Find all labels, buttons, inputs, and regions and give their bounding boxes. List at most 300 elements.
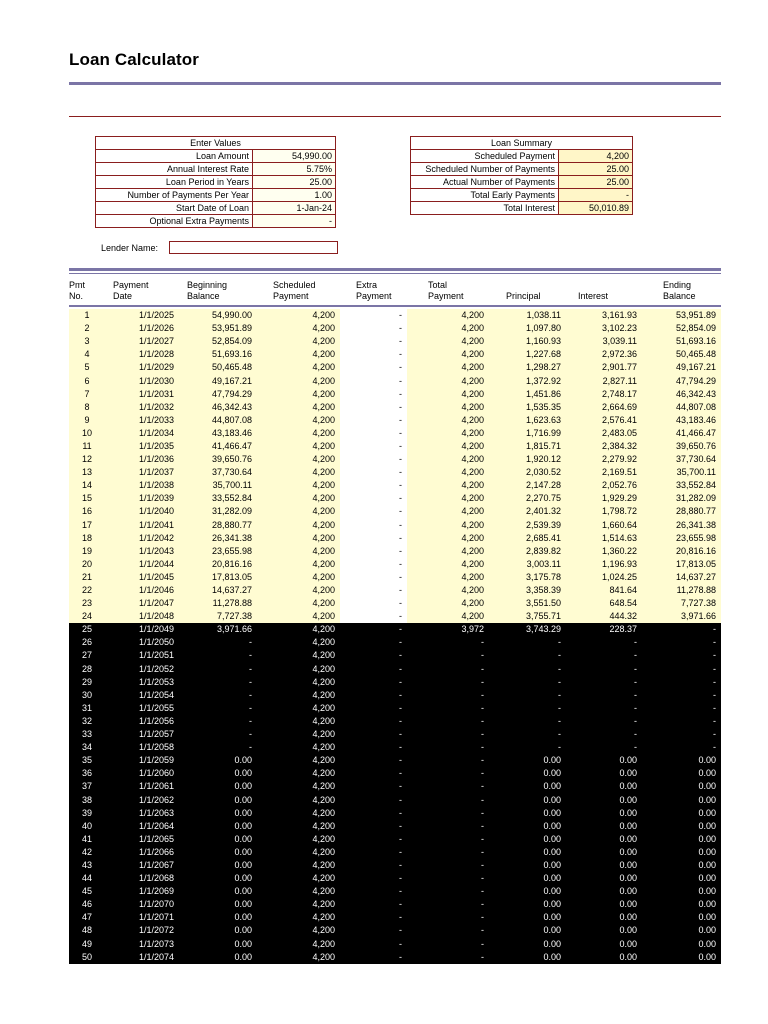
cell-payment-date: 1/1/2047 xyxy=(105,597,179,610)
cell-total-payment: - xyxy=(407,885,489,898)
cell-extra-payment: - xyxy=(340,479,407,492)
cell-payment-date: 1/1/2071 xyxy=(105,911,179,924)
cell-beginning-balance: - xyxy=(179,741,257,754)
payments-per-year-input[interactable]: 1.00 xyxy=(253,189,336,202)
cell-payment-date: 1/1/2048 xyxy=(105,610,179,623)
cell-extra-payment: - xyxy=(340,676,407,689)
cell-scheduled-payment: 4,200 xyxy=(257,649,340,662)
cell-beginning-balance: 0.00 xyxy=(179,885,257,898)
cell-scheduled-payment: 4,200 xyxy=(257,911,340,924)
cell-interest: 0.00 xyxy=(566,859,642,872)
cell-beginning-balance: 28,880.77 xyxy=(179,519,257,532)
cell-principal: 0.00 xyxy=(489,859,566,872)
cell-beginning-balance: 50,465.48 xyxy=(179,361,257,374)
cell-payment-date: 1/1/2067 xyxy=(105,859,179,872)
cell-scheduled-payment: 4,200 xyxy=(257,780,340,793)
cell-principal: 0.00 xyxy=(489,767,566,780)
cell-pmt-no: 3 xyxy=(69,335,105,348)
cell-payment-date: 1/1/2027 xyxy=(105,335,179,348)
cell-total-payment: 4,200 xyxy=(407,505,489,518)
cell-extra-payment: - xyxy=(340,623,407,636)
cell-ending-balance: - xyxy=(642,663,721,676)
scheduled-number-value: 25.00 xyxy=(559,163,633,176)
table-row xyxy=(69,492,721,505)
cell-payment-date: 1/1/2041 xyxy=(105,519,179,532)
cell-payment-date: 1/1/2068 xyxy=(105,872,179,885)
table-row xyxy=(69,793,721,806)
cell-principal: 2,147.28 xyxy=(489,479,566,492)
cell-payment-date: 1/1/2025 xyxy=(105,309,179,322)
cell-principal: 1,160.93 xyxy=(489,335,566,348)
cell-interest: 0.00 xyxy=(566,924,642,937)
table-row xyxy=(69,479,721,492)
cell-extra-payment: - xyxy=(340,466,407,479)
cell-scheduled-payment: 4,200 xyxy=(257,427,340,440)
cell-extra-payment: - xyxy=(340,663,407,676)
cell-ending-balance: - xyxy=(642,715,721,728)
scheduled-payment-value: 4,200 xyxy=(559,150,633,163)
cell-extra-payment: - xyxy=(340,924,407,937)
cell-extra-payment: - xyxy=(340,754,407,767)
cell-beginning-balance: - xyxy=(179,636,257,649)
cell-payment-date: 1/1/2072 xyxy=(105,924,179,937)
cell-pmt-no: 44 xyxy=(69,872,105,885)
cell-beginning-balance: 0.00 xyxy=(179,872,257,885)
scheduled-number-label: Scheduled Number of Payments xyxy=(411,163,559,176)
cell-pmt-no: 21 xyxy=(69,571,105,584)
cell-beginning-balance: 54,990.00 xyxy=(179,309,257,322)
cell-ending-balance: 0.00 xyxy=(642,951,721,964)
cell-total-payment: 4,200 xyxy=(407,584,489,597)
cell-scheduled-payment: 4,200 xyxy=(257,807,340,820)
cell-pmt-no: 33 xyxy=(69,728,105,741)
cell-beginning-balance: 0.00 xyxy=(179,859,257,872)
table-row xyxy=(69,558,721,571)
cell-extra-payment: - xyxy=(340,807,407,820)
cell-total-payment: 4,200 xyxy=(407,374,489,387)
cell-payment-date: 1/1/2044 xyxy=(105,558,179,571)
cell-scheduled-payment: 4,200 xyxy=(257,846,340,859)
schedule-top-divider xyxy=(69,268,721,271)
table-row xyxy=(69,453,721,466)
table-row xyxy=(69,440,721,453)
cell-principal: 0.00 xyxy=(489,807,566,820)
cell-extra-payment: - xyxy=(340,702,407,715)
cell-pmt-no: 6 xyxy=(69,374,105,387)
cell-total-payment: 4,200 xyxy=(407,322,489,335)
col-pmt-no: Pmt No. xyxy=(69,280,86,301)
cell-ending-balance: 20,816.16 xyxy=(642,545,721,558)
cell-payment-date: 1/1/2033 xyxy=(105,414,179,427)
cell-payment-date: 1/1/2031 xyxy=(105,388,179,401)
cell-interest: 0.00 xyxy=(566,780,642,793)
cell-principal: 0.00 xyxy=(489,898,566,911)
cell-ending-balance: 0.00 xyxy=(642,938,721,951)
cell-payment-date: 1/1/2062 xyxy=(105,793,179,806)
table-row xyxy=(69,898,721,911)
cell-beginning-balance: 46,342.43 xyxy=(179,401,257,414)
cell-ending-balance: 46,342.43 xyxy=(642,388,721,401)
cell-scheduled-payment: 4,200 xyxy=(257,793,340,806)
loan-period-input[interactable]: 25.00 xyxy=(253,176,336,189)
cell-payment-date: 1/1/2036 xyxy=(105,453,179,466)
cell-payment-date: 1/1/2032 xyxy=(105,401,179,414)
cell-ending-balance: 0.00 xyxy=(642,885,721,898)
start-date-input[interactable]: 1-Jan-24 xyxy=(253,202,336,215)
extra-payments-input[interactable]: - xyxy=(253,215,336,228)
cell-beginning-balance: 49,167.21 xyxy=(179,374,257,387)
cell-beginning-balance: - xyxy=(179,702,257,715)
cell-beginning-balance: 31,282.09 xyxy=(179,505,257,518)
cell-extra-payment: - xyxy=(340,414,407,427)
cell-pmt-no: 9 xyxy=(69,414,105,427)
lender-name-input[interactable] xyxy=(169,241,338,254)
cell-payment-date: 1/1/2051 xyxy=(105,649,179,662)
cell-pmt-no: 18 xyxy=(69,532,105,545)
cell-extra-payment: - xyxy=(340,793,407,806)
cell-payment-date: 1/1/2037 xyxy=(105,466,179,479)
cell-interest: 1,360.22 xyxy=(566,545,642,558)
cell-scheduled-payment: 4,200 xyxy=(257,584,340,597)
cell-ending-balance: 50,465.48 xyxy=(642,348,721,361)
cell-scheduled-payment: 4,200 xyxy=(257,951,340,964)
cell-interest: 648.54 xyxy=(566,597,642,610)
cell-principal: 0.00 xyxy=(489,885,566,898)
cell-total-payment: - xyxy=(407,833,489,846)
cell-ending-balance: 0.00 xyxy=(642,872,721,885)
cell-principal: 1,920.12 xyxy=(489,453,566,466)
cell-extra-payment: - xyxy=(340,322,407,335)
cell-total-payment: 4,200 xyxy=(407,388,489,401)
table-row xyxy=(69,676,721,689)
table-row xyxy=(69,846,721,859)
cell-ending-balance: 49,167.21 xyxy=(642,361,721,374)
cell-scheduled-payment: 4,200 xyxy=(257,676,340,689)
cell-payment-date: 1/1/2049 xyxy=(105,623,179,636)
cell-total-payment: - xyxy=(407,872,489,885)
cell-ending-balance: 47,794.29 xyxy=(642,374,721,387)
cell-extra-payment: - xyxy=(340,335,407,348)
cell-interest: 0.00 xyxy=(566,951,642,964)
col-beginning-balance: Beginning Balance xyxy=(187,280,228,301)
cell-beginning-balance: 44,807.08 xyxy=(179,414,257,427)
cell-principal: 0.00 xyxy=(489,938,566,951)
cell-ending-balance: 28,880.77 xyxy=(642,505,721,518)
cell-payment-date: 1/1/2029 xyxy=(105,361,179,374)
cell-principal: 0.00 xyxy=(489,820,566,833)
cell-interest: 0.00 xyxy=(566,754,642,767)
cell-beginning-balance: 53,951.89 xyxy=(179,322,257,335)
cell-ending-balance: 0.00 xyxy=(642,911,721,924)
cell-pmt-no: 36 xyxy=(69,767,105,780)
payments-per-year-label: Number of Payments Per Year xyxy=(96,189,253,202)
cell-pmt-no: 49 xyxy=(69,938,105,951)
table-row xyxy=(69,348,721,361)
cell-beginning-balance: 7,727.38 xyxy=(179,610,257,623)
cell-ending-balance: - xyxy=(642,728,721,741)
actual-number-label: Actual Number of Payments xyxy=(411,176,559,189)
cell-total-payment: 4,200 xyxy=(407,361,489,374)
cell-scheduled-payment: 4,200 xyxy=(257,388,340,401)
cell-pmt-no: 5 xyxy=(69,361,105,374)
table-row xyxy=(69,597,721,610)
cell-interest: 0.00 xyxy=(566,872,642,885)
cell-pmt-no: 48 xyxy=(69,924,105,937)
cell-extra-payment: - xyxy=(340,505,407,518)
cell-payment-date: 1/1/2039 xyxy=(105,492,179,505)
cell-beginning-balance: 0.00 xyxy=(179,846,257,859)
cell-scheduled-payment: 4,200 xyxy=(257,859,340,872)
cell-pmt-no: 23 xyxy=(69,597,105,610)
enter-values-header: Enter Values xyxy=(96,137,336,150)
cell-beginning-balance: 11,278.88 xyxy=(179,597,257,610)
col-total-payment: Total Payment xyxy=(428,280,464,301)
cell-principal: 1,298.27 xyxy=(489,361,566,374)
interest-rate-label: Annual Interest Rate xyxy=(96,163,253,176)
cell-total-payment: 4,200 xyxy=(407,571,489,584)
cell-scheduled-payment: 4,200 xyxy=(257,898,340,911)
cell-total-payment: 4,200 xyxy=(407,492,489,505)
cell-payment-date: 1/1/2069 xyxy=(105,885,179,898)
table-row xyxy=(69,545,721,558)
cell-total-payment: 4,200 xyxy=(407,453,489,466)
cell-total-payment: 4,200 xyxy=(407,558,489,571)
cell-principal: 2,839.82 xyxy=(489,545,566,558)
cell-interest: 1,660.64 xyxy=(566,519,642,532)
cell-interest: 1,196.93 xyxy=(566,558,642,571)
cell-beginning-balance: - xyxy=(179,689,257,702)
cell-beginning-balance: 0.00 xyxy=(179,780,257,793)
cell-interest: 1,929.29 xyxy=(566,492,642,505)
cell-interest: - xyxy=(566,676,642,689)
schedule-column-headers xyxy=(69,280,721,304)
cell-payment-date: 1/1/2056 xyxy=(105,715,179,728)
cell-principal: 0.00 xyxy=(489,846,566,859)
table-row xyxy=(69,938,721,951)
cell-interest: 2,827.11 xyxy=(566,374,642,387)
cell-principal: - xyxy=(489,715,566,728)
col-interest: Interest xyxy=(578,291,609,301)
cell-pmt-no: 19 xyxy=(69,545,105,558)
cell-interest: 0.00 xyxy=(566,911,642,924)
cell-scheduled-payment: 4,200 xyxy=(257,545,340,558)
cell-scheduled-payment: 4,200 xyxy=(257,492,340,505)
cell-beginning-balance: - xyxy=(179,676,257,689)
cell-pmt-no: 28 xyxy=(69,663,105,676)
cell-principal: 2,401.32 xyxy=(489,505,566,518)
cell-principal: - xyxy=(489,663,566,676)
cell-extra-payment: - xyxy=(340,898,407,911)
cell-extra-payment: - xyxy=(340,374,407,387)
section-divider xyxy=(69,116,721,117)
cell-scheduled-payment: 4,200 xyxy=(257,885,340,898)
cell-interest: 2,972.36 xyxy=(566,348,642,361)
cell-pmt-no: 29 xyxy=(69,676,105,689)
cell-payment-date: 1/1/2040 xyxy=(105,505,179,518)
loan-amount-label: Loan Amount xyxy=(96,150,253,163)
enter-values-table xyxy=(95,136,336,228)
cell-payment-date: 1/1/2061 xyxy=(105,780,179,793)
cell-payment-date: 1/1/2034 xyxy=(105,427,179,440)
cell-beginning-balance: 0.00 xyxy=(179,767,257,780)
cell-ending-balance: 43,183.46 xyxy=(642,414,721,427)
cell-ending-balance: 0.00 xyxy=(642,833,721,846)
cell-scheduled-payment: 4,200 xyxy=(257,767,340,780)
cell-ending-balance: 0.00 xyxy=(642,767,721,780)
cell-principal: 0.00 xyxy=(489,793,566,806)
cell-principal: - xyxy=(489,676,566,689)
cell-total-payment: - xyxy=(407,780,489,793)
cell-beginning-balance: 39,650.76 xyxy=(179,453,257,466)
cell-scheduled-payment: 4,200 xyxy=(257,610,340,623)
cell-ending-balance: 44,807.08 xyxy=(642,401,721,414)
cell-interest: 1,024.25 xyxy=(566,571,642,584)
cell-extra-payment: - xyxy=(340,401,407,414)
cell-total-payment: - xyxy=(407,793,489,806)
cell-pmt-no: 4 xyxy=(69,348,105,361)
cell-beginning-balance: 52,854.09 xyxy=(179,335,257,348)
cell-beginning-balance: 0.00 xyxy=(179,924,257,937)
cell-extra-payment: - xyxy=(340,780,407,793)
cell-payment-date: 1/1/2038 xyxy=(105,479,179,492)
cell-ending-balance: - xyxy=(642,623,721,636)
loan-summary-table xyxy=(410,136,633,215)
cell-total-payment: 4,200 xyxy=(407,335,489,348)
cell-beginning-balance: - xyxy=(179,728,257,741)
cell-interest: 0.00 xyxy=(566,820,642,833)
col-principal: Principal xyxy=(506,291,541,301)
title-divider xyxy=(69,82,721,85)
cell-total-payment: - xyxy=(407,820,489,833)
cell-total-payment: 4,200 xyxy=(407,479,489,492)
cell-extra-payment: - xyxy=(340,859,407,872)
cell-interest: 0.00 xyxy=(566,885,642,898)
cell-beginning-balance: 17,813.05 xyxy=(179,571,257,584)
total-interest-label: Total Interest xyxy=(411,202,559,215)
loan-amount-input[interactable]: 54,990.00 xyxy=(253,150,336,163)
cell-extra-payment: - xyxy=(340,440,407,453)
cell-total-payment: - xyxy=(407,911,489,924)
scheduled-payment-label: Scheduled Payment xyxy=(411,150,559,163)
cell-total-payment: 3,972 xyxy=(407,623,489,636)
page-title: Loan Calculator xyxy=(69,50,199,69)
cell-beginning-balance: 3,971.66 xyxy=(179,623,257,636)
cell-scheduled-payment: 4,200 xyxy=(257,571,340,584)
cell-principal: 0.00 xyxy=(489,754,566,767)
cell-pmt-no: 16 xyxy=(69,505,105,518)
cell-interest: 2,576.41 xyxy=(566,414,642,427)
cell-principal: 0.00 xyxy=(489,911,566,924)
interest-rate-input[interactable]: 5.75% xyxy=(253,163,336,176)
cell-extra-payment: - xyxy=(340,649,407,662)
actual-number-value: 25.00 xyxy=(559,176,633,189)
cell-payment-date: 1/1/2070 xyxy=(105,898,179,911)
cell-principal: - xyxy=(489,636,566,649)
cell-beginning-balance: 0.00 xyxy=(179,833,257,846)
cell-pmt-no: 20 xyxy=(69,558,105,571)
cell-interest: 2,901.77 xyxy=(566,361,642,374)
cell-pmt-no: 38 xyxy=(69,793,105,806)
cell-ending-balance: - xyxy=(642,689,721,702)
cell-total-payment: - xyxy=(407,846,489,859)
cell-extra-payment: - xyxy=(340,951,407,964)
cell-payment-date: 1/1/2057 xyxy=(105,728,179,741)
cell-beginning-balance: 26,341.38 xyxy=(179,532,257,545)
cell-principal: 1,623.63 xyxy=(489,414,566,427)
cell-principal: 1,097.80 xyxy=(489,322,566,335)
cell-interest: 2,052.76 xyxy=(566,479,642,492)
early-payments-value: - xyxy=(559,189,633,202)
cell-pmt-no: 37 xyxy=(69,780,105,793)
cell-interest: - xyxy=(566,663,642,676)
table-row xyxy=(69,388,721,401)
table-row xyxy=(69,322,721,335)
cell-scheduled-payment: 4,200 xyxy=(257,466,340,479)
cell-scheduled-payment: 4,200 xyxy=(257,322,340,335)
cell-ending-balance: 0.00 xyxy=(642,807,721,820)
table-row xyxy=(69,427,721,440)
cell-beginning-balance: 0.00 xyxy=(179,793,257,806)
cell-scheduled-payment: 4,200 xyxy=(257,623,340,636)
table-row xyxy=(69,767,721,780)
cell-ending-balance: 0.00 xyxy=(642,793,721,806)
cell-total-payment: - xyxy=(407,754,489,767)
cell-total-payment: - xyxy=(407,689,489,702)
table-row xyxy=(69,924,721,937)
table-row xyxy=(69,859,721,872)
cell-scheduled-payment: 4,200 xyxy=(257,309,340,322)
cell-extra-payment: - xyxy=(340,597,407,610)
cell-payment-date: 1/1/2042 xyxy=(105,532,179,545)
cell-ending-balance: 33,552.84 xyxy=(642,479,721,492)
cell-ending-balance: 14,637.27 xyxy=(642,571,721,584)
cell-total-payment: - xyxy=(407,938,489,951)
lender-name-label: Lender Name: xyxy=(101,243,159,253)
table-row xyxy=(69,361,721,374)
cell-scheduled-payment: 4,200 xyxy=(257,636,340,649)
cell-extra-payment: - xyxy=(340,885,407,898)
cell-payment-date: 1/1/2073 xyxy=(105,938,179,951)
cell-extra-payment: - xyxy=(340,453,407,466)
amortization-schedule xyxy=(69,309,721,964)
cell-interest: 1,514.63 xyxy=(566,532,642,545)
cell-scheduled-payment: 4,200 xyxy=(257,414,340,427)
cell-principal: 1,451.86 xyxy=(489,388,566,401)
table-row xyxy=(69,466,721,479)
cell-scheduled-payment: 4,200 xyxy=(257,440,340,453)
cell-scheduled-payment: 4,200 xyxy=(257,335,340,348)
cell-ending-balance: 51,693.16 xyxy=(642,335,721,348)
table-row xyxy=(69,715,721,728)
cell-payment-date: 1/1/2028 xyxy=(105,348,179,361)
table-row xyxy=(69,519,721,532)
cell-principal: 2,539.39 xyxy=(489,519,566,532)
cell-pmt-no: 12 xyxy=(69,453,105,466)
cell-ending-balance: 0.00 xyxy=(642,780,721,793)
cell-pmt-no: 2 xyxy=(69,322,105,335)
cell-principal: 0.00 xyxy=(489,780,566,793)
cell-payment-date: 1/1/2065 xyxy=(105,833,179,846)
table-row xyxy=(69,780,721,793)
cell-principal: - xyxy=(489,741,566,754)
cell-interest: 228.37 xyxy=(566,623,642,636)
cell-total-payment: 4,200 xyxy=(407,610,489,623)
cell-ending-balance: 0.00 xyxy=(642,820,721,833)
cell-extra-payment: - xyxy=(340,820,407,833)
table-row xyxy=(69,702,721,715)
table-row xyxy=(69,309,721,322)
cell-interest: 2,748.17 xyxy=(566,388,642,401)
